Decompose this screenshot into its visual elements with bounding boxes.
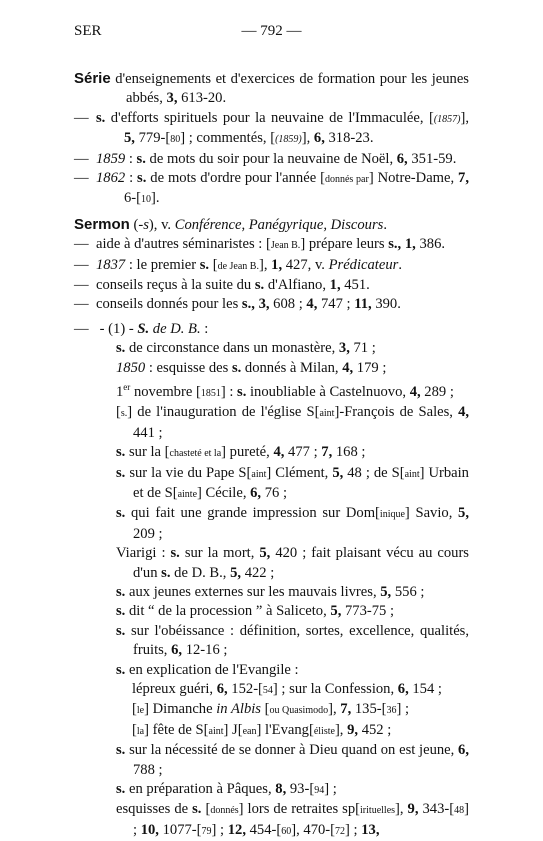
sub-entry: esquisses de s. [donnés] lors de retraites sp[irituelles], 9, 343-[48] ; 10, 1077-[79] ; 12, 454-[60], 470-[72] ; 13,: [116, 801, 469, 838]
index-entry: — - (1) - S. de D. B. :: [74, 320, 469, 339]
em-dash: —: [74, 150, 89, 167]
index-entry: — 1862 : s. de mots d'ordre pour l'année [donnés par] Notre-Dame, 7, 6-[10].: [74, 170, 469, 207]
index-entry: Sermon (-s), v. Conférence, Panégyrique, Discours.: [74, 215, 387, 233]
index-body: [74, 69, 469, 841]
sub-entry: Viarigi : s. sur la mort, 5, 420 ; fait plaisant vécu au cours d'un s. de D. B., 5, 422 ;: [116, 545, 469, 581]
page-header: [74, 22, 469, 42]
em-dash: —: [74, 320, 89, 337]
sub-entry: [le] Dimanche in Albis [ou Quasimodo], 7, 135-[36] ;: [132, 701, 410, 718]
em-dash: —: [74, 109, 89, 126]
sub-entry: s. sur la nécessité de se donner à Dieu quand on est jeune, 6, 788 ;: [116, 742, 469, 778]
index-entry: — aide à d'autres séminaristes : [Jean B.] prépare leurs s., 1, 386.: [74, 235, 469, 255]
em-dash: —: [74, 236, 89, 253]
sub-entry: s. sur la [chasteté et la] pureté, 4, 477 ; 7, 168 ;: [116, 444, 366, 461]
sub-entry: s. de circonstance dans un monastère, 3, 71 ;: [116, 340, 376, 357]
sub-entry: [la] fête de S[aint] J[ean] l'Evang[éliste], 9, 452 ;: [132, 721, 392, 738]
em-dash: —: [74, 170, 89, 187]
index-entry: — s. d'efforts spirituels pour la neuvaine de l'Immaculée, [(1857)], 5, 779-[80] ; commentés, [(1859)], 6, 318-23.: [74, 109, 469, 147]
index-entry: — conseils reçus à la suite du s. d'Alfiano, 1, 451.: [74, 276, 469, 295]
index-entry: — conseils donnés pour les s., 3, 608 ; 4, 747 ; 11, 390.: [74, 295, 469, 314]
index-entry: — 1837 : le premier s. [de Jean B.], 1, 427, v. Prédicateur.: [74, 256, 469, 276]
sub-entry: s. en explication de l'Evangile :: [116, 661, 299, 678]
sub-entry: 1er novembre [1851] : s. inoubliable à Castelnuovo, 4, 289 ;: [116, 382, 454, 400]
sub-entry: lépreux guéri, 6, 152-[54] ; sur la Confession, 6, 154 ;: [132, 681, 442, 698]
sub-entry: s. sur l'obéissance : définition, sortes, excellence, qualités, fruits, 6, 12-16 ;: [116, 622, 469, 659]
index-entries: [74, 69, 469, 339]
em-dash: —: [74, 277, 89, 294]
sub-entry: s. dit “ de la procession ” à Saliceto, 5, 773-75 ;: [116, 603, 395, 620]
em-dash: —: [74, 296, 89, 313]
index-entry: — 1859 : s. de mots du soir pour la neuvaine de Noël, 6, 351-59.: [74, 150, 469, 169]
index-entry: Série d'enseignements et d'exercices de formation pour les jeunes abbés, 3, 613-20.: [74, 70, 469, 107]
sub-entry: s. sur la vie du Pape S[aint] Clément, 5, 48 ; de S[aint] Urbain et de S[ainte] Cécile, 6, 76 ;: [116, 464, 469, 501]
page-number: — 792 —: [241, 23, 302, 39]
em-dash: —: [74, 256, 89, 273]
sub-entries: [74, 339, 469, 841]
sub-entry: s. qui fait une grande impression sur Dom[inique] Savio, 5, 209 ;: [116, 505, 469, 542]
sub-entry: 1850 : esquisse des s. donnés à Milan, 4, 179 ;: [116, 359, 387, 376]
sub-entry: [s.] de l'inauguration de l'église S[aint]-François de Sales, 4, 441 ;: [116, 404, 470, 441]
sub-entry: s. en préparation à Pâques, 8, 93-[94] ;: [116, 781, 337, 798]
sub-entry: s. aux jeunes externes sur les mauvais livres, 5, 556 ;: [116, 584, 425, 601]
running-head: SER: [74, 23, 102, 39]
